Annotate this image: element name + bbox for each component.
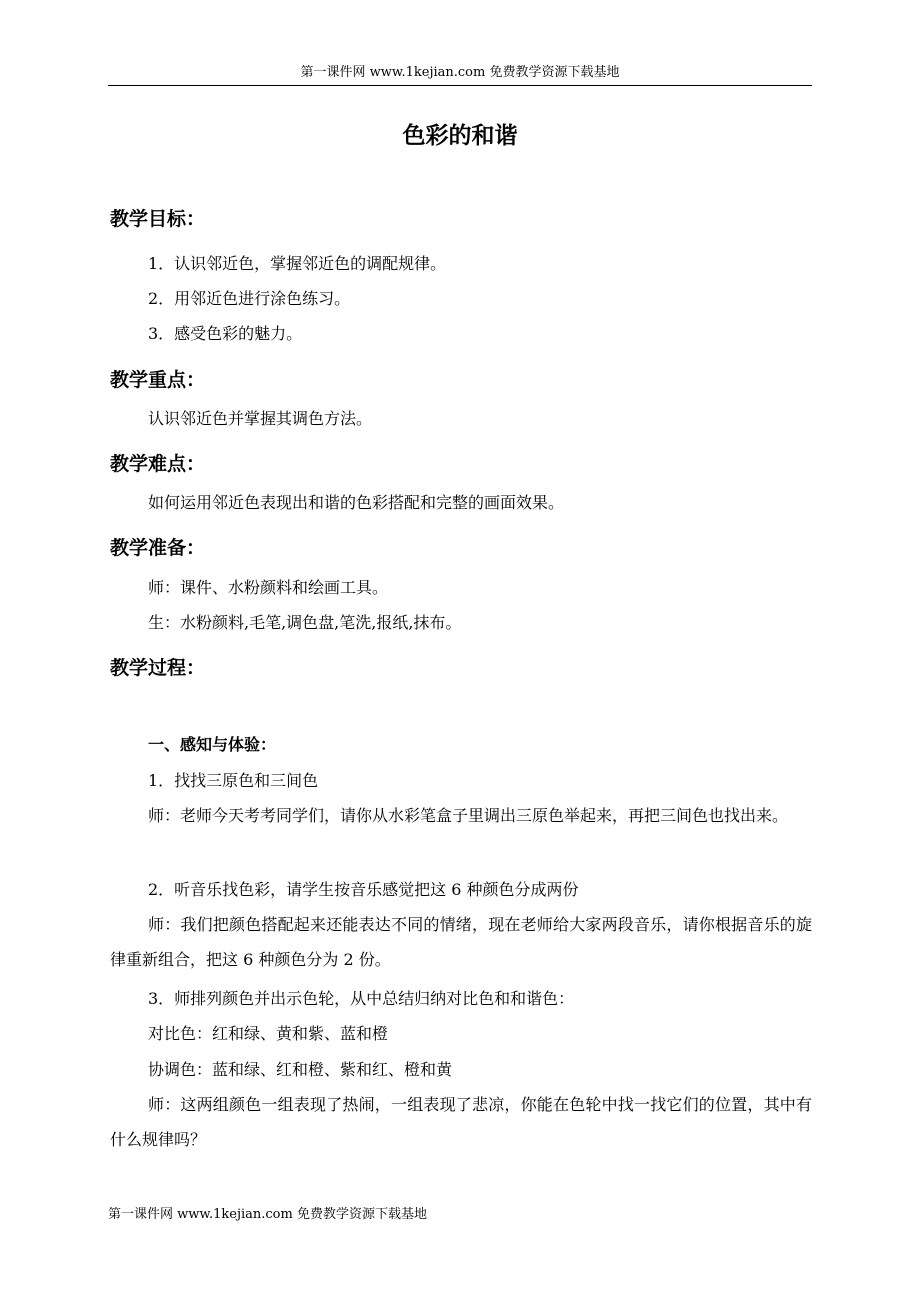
objective-item-2: 2．用邻近色进行涂色练习。 [148,289,351,308]
step-two-teacher-text: 师：我们把颜色搭配起来还能表达不同的情绪，现在老师给大家两段音乐，请你根据音乐的旋律重新组合，把这 6 种颜色分为 2 份。 [110,915,812,969]
document-title: 色彩的和谐 [402,123,518,149]
page-footer: 第一课件网 www.1kejian.com 免费教学资源下载基地 [108,1207,427,1222]
preparation-teacher: 师：课件、水粉颜料和绘画工具。 [148,578,389,597]
page-header: 第一课件网 www.1kejian.com 免费教学资源下载基地 [300,65,620,80]
contrast-colors: 对比色：红和绿、黄和紫、蓝和橙 [148,1024,389,1043]
key-points-heading: 教学重点： [110,369,206,391]
key-points-text: 认识邻近色并掌握其调色方法。 [148,409,373,428]
step-two: 2．听音乐找色彩，请学生按音乐感觉把这 6 种颜色分成两份 [148,880,579,899]
part-one-heading: 一、感知与体验： [148,735,277,754]
difficulties-text: 如何运用邻近色表现出和谐的色彩搭配和完整的画面效果。 [148,493,565,512]
objective-item-1: 1．认识邻近色，掌握邻近色的调配规律。 [148,254,447,273]
step-three-teacher-text: 师：这两组颜色一组表现了热闹，一组表现了悲凉，你能在色轮中找一找它们的位置，其中有什么规律吗？ [110,1095,812,1149]
preparation-student: 生：水粉颜料,毛笔,调色盘,笔洗,报纸,抹布。 [148,613,462,632]
step-one: 1．找找三原色和三间色 [148,771,319,790]
header-divider [108,85,812,86]
harmony-colors: 协调色：蓝和绿、红和橙、紫和红、橙和黄 [148,1060,453,1079]
objectives-heading: 教学目标： [110,208,206,230]
objective-item-3: 3．感受色彩的魅力。 [148,324,303,343]
step-three: 3．师排列颜色并出示色轮，从中总结归纳对比色和和谐色： [148,989,575,1008]
process-heading: 教学过程： [110,657,206,679]
preparation-heading: 教学准备： [110,537,206,559]
difficulties-heading: 教学难点： [110,453,206,475]
step-one-teacher-text: 师：老师今天考考同学们，请你从水彩笔盒子里调出三原色举起来，再把三间色也找出来。 [148,806,789,825]
